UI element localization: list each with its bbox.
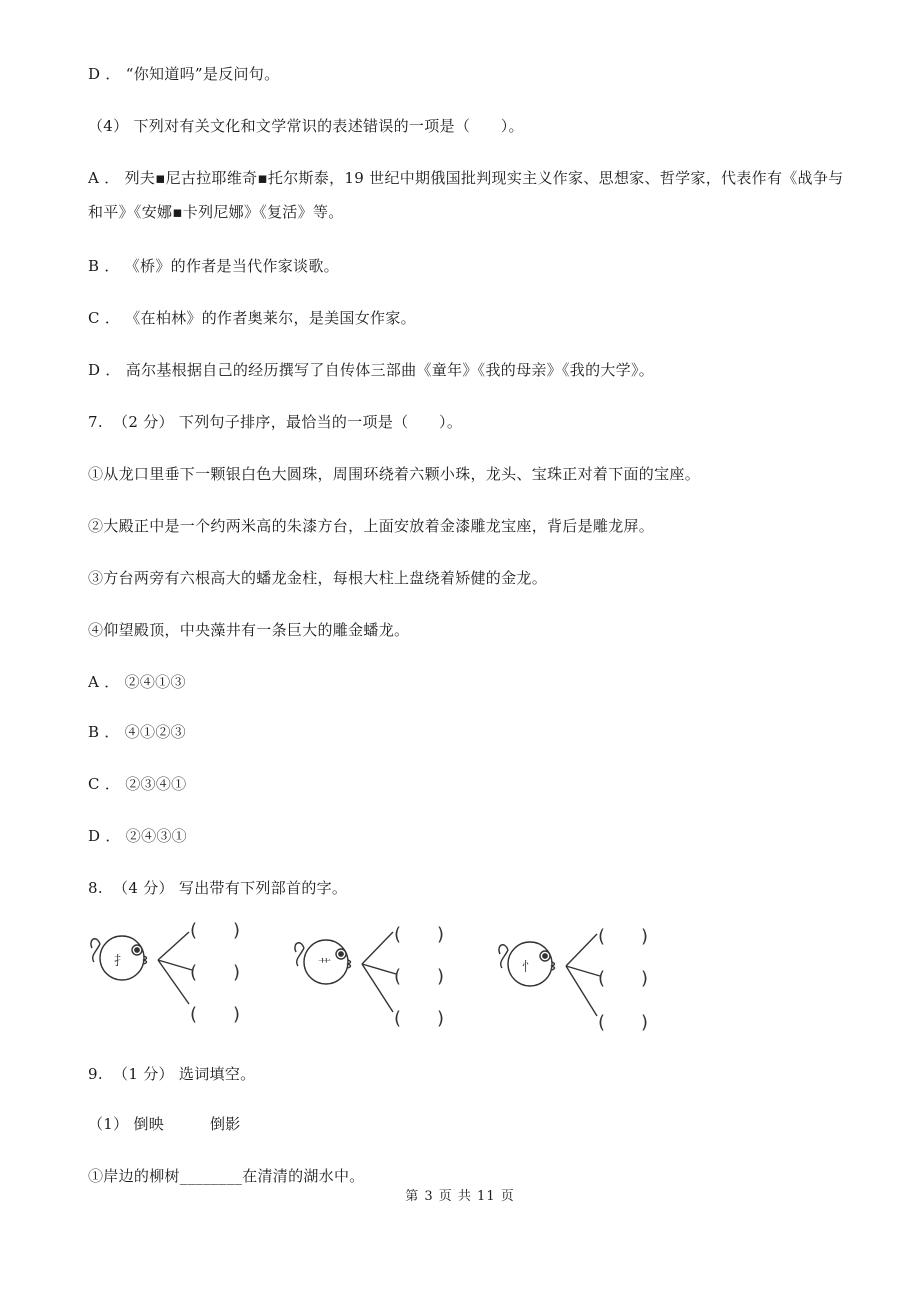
q9-1-sentence-1: ①岸边的柳树________在清清的湖水中。	[88, 1167, 365, 1185]
q9-1-word-choices: （1） 倒映 倒影	[88, 1115, 241, 1133]
answer-bracket: ( )	[190, 920, 241, 941]
q7-sentence-2: ②大殿正中是一个约两米高的朱漆方台，上面安放着金漆雕龙宝座，背后是雕龙屏。	[88, 517, 655, 535]
fish-radical-1: 扌	[114, 954, 128, 969]
q6-4-option-d: D ． 高尔基根据自己的经历撰写了自传体三部曲《童年》《我的母亲》《我的大学》。	[88, 361, 655, 379]
q6-4-option-a-line1: A ． 列夫▪尼古拉耶维奇▪托尔斯泰，19 世纪中期俄国批判现实主义作家、思想家、哲学家，代表作有《战争与	[88, 169, 844, 187]
q6-4-option-c: C ． 《在柏林》的作者奥莱尔，是美国女作家。	[88, 309, 416, 327]
q6-4-question-stem: （4） 下列对有关文化和文学常识的表述错误的一项是（ ）。	[88, 117, 524, 135]
q7-sentence-1: ①从龙口里垂下一颗银白色大圆珠，周围环绕着六颗小珠，龙头、宝珠正对着下面的宝座。	[88, 465, 701, 483]
q7-option-b: B ． ④①②③	[88, 723, 186, 741]
q6-4-option-a-line2: 和平》《安娜▪卡列尼娜》《复活》等。	[88, 203, 344, 221]
q7-question-stem: 7. （2 分） 下列句子排序，最恰当的一项是（ ）。	[88, 413, 463, 431]
fish-diagram-1	[86, 916, 286, 1040]
fish-diagram-2	[290, 920, 490, 1044]
q6-3-option-d: D ． “你知道吗”是反问句。	[88, 65, 280, 83]
answer-bracket: ( )	[190, 962, 241, 983]
q7-option-a: A ． ②④①③	[88, 673, 186, 691]
answer-bracket: ( )	[394, 924, 445, 945]
q9-question-stem: 9. （1 分） 选词填空。	[88, 1065, 256, 1083]
q7-sentence-3: ③方台两旁有六根高大的蟠龙金柱，每根大柱上盘绕着矫健的金龙。	[88, 569, 548, 587]
answer-bracket: ( )	[598, 968, 649, 989]
answer-bracket: ( )	[394, 966, 445, 987]
q7-sentence-4: ④仰望殿顶，中央藻井有一条巨大的雕金蟠龙。	[88, 621, 410, 639]
q8-question-stem: 8. （4 分） 写出带有下列部首的字。	[88, 879, 348, 897]
fish-diagram-3	[494, 922, 694, 1046]
fish-radical-3: 忄	[522, 960, 536, 975]
answer-bracket: ( )	[598, 1012, 649, 1033]
answer-bracket: ( )	[394, 1008, 445, 1029]
answer-bracket: ( )	[598, 926, 649, 947]
page-footer: 第 3 页 共 11 页	[405, 1189, 515, 1204]
fish-radical-2: 艹	[318, 958, 332, 973]
q7-option-d: D ． ②④③①	[88, 827, 187, 845]
q7-option-c: C ． ②③④①	[88, 775, 187, 793]
q6-4-option-b: B ． 《桥》的作者是当代作家谈歌。	[88, 257, 339, 275]
answer-bracket: ( )	[190, 1004, 241, 1025]
